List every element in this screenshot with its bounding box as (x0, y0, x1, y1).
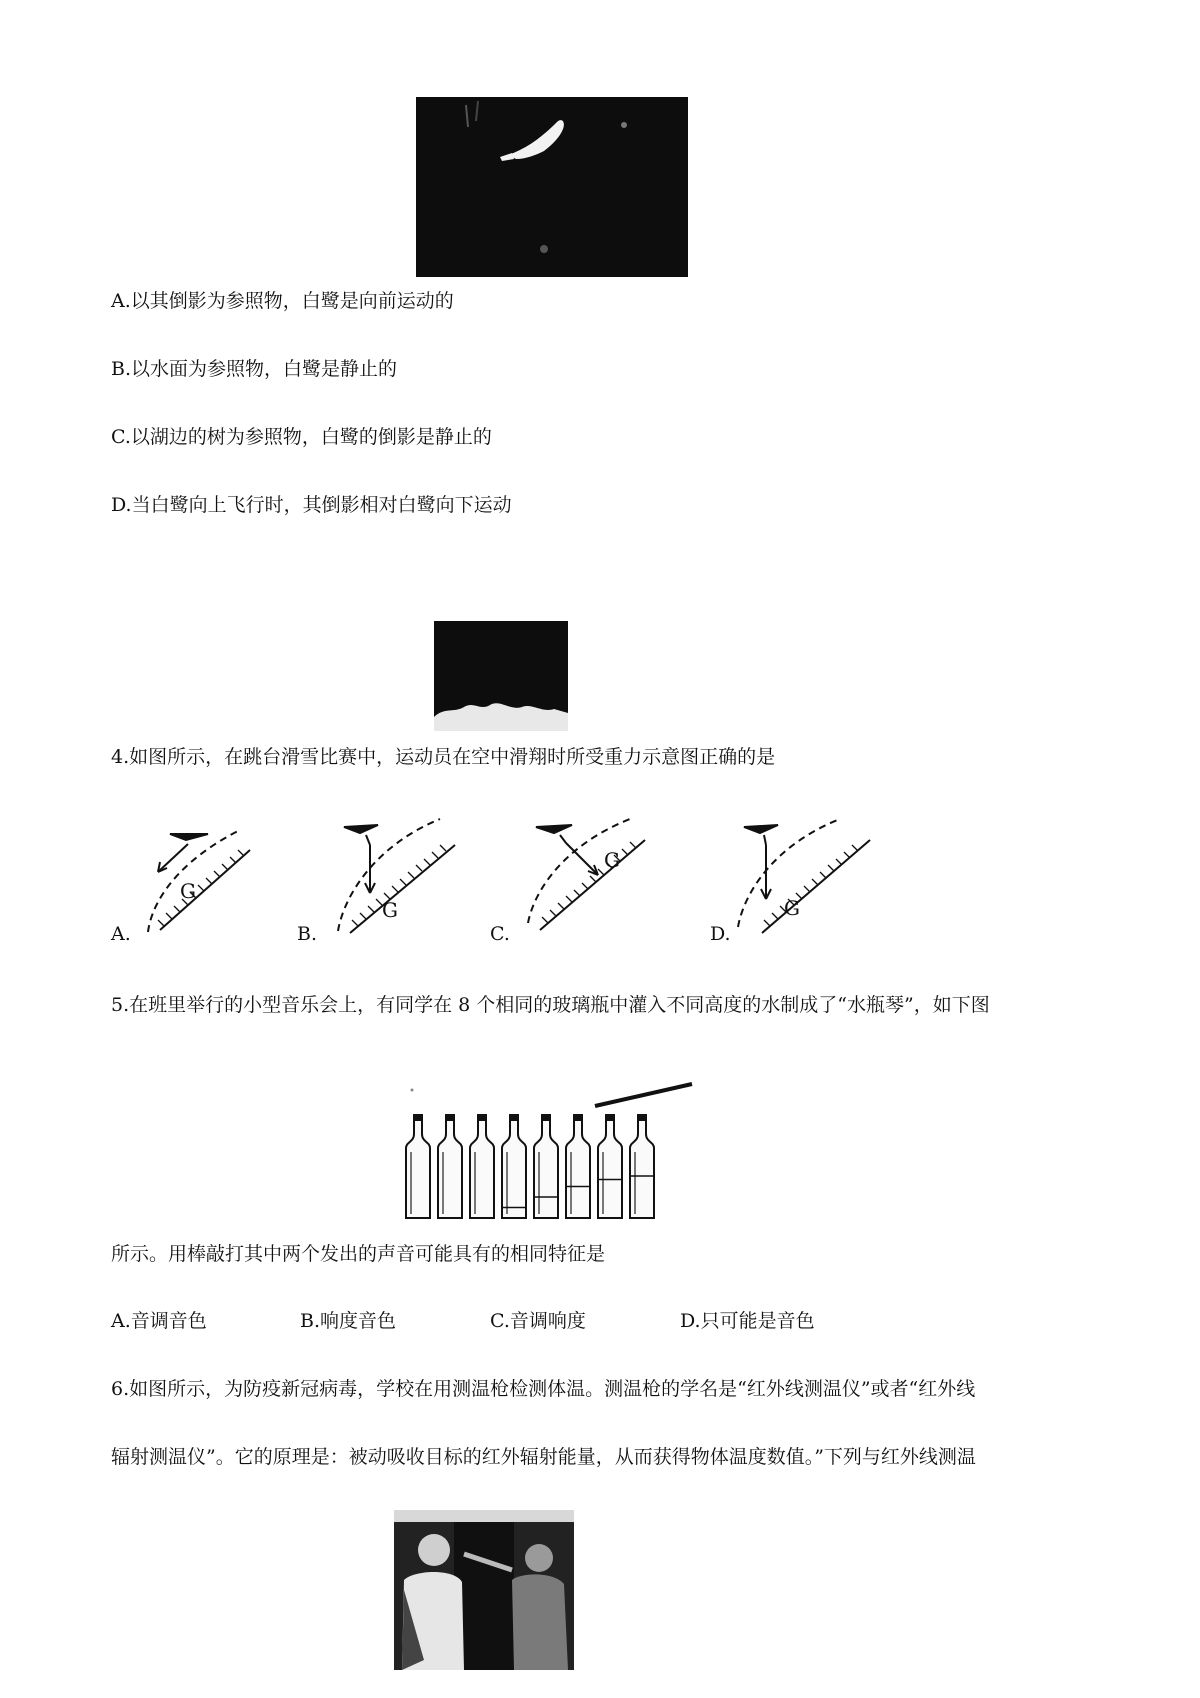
q4-diagram-b (330, 815, 480, 940)
q6-stem-line2: 辐射测温仪”。它的原理是：被动吸收目标的红外辐射能量，从而获得物体温度数值。”下列与红外线测温 (111, 1446, 976, 1468)
q5-stem-line1: 5.在班里举行的小型音乐会上，有同学在 8 个相同的玻璃瓶中灌入不同高度的水制成了“水瓶琴”，如下图 (111, 994, 990, 1016)
force-label-a: G (180, 879, 196, 903)
q4-option-c: C. (490, 923, 510, 945)
q5-option-a: A.音调音色 (111, 1310, 207, 1332)
force-label-b: G (382, 898, 398, 922)
q4-option-a: A. (111, 923, 131, 945)
egret-shape (416, 97, 688, 277)
q3-option-b: B.以水面为参照物，白鹭是静止的 (111, 358, 398, 380)
snow-shape (434, 621, 568, 731)
ski-jump-photo (434, 621, 568, 731)
q5-option-b: B.响度音色 (300, 1310, 397, 1332)
bottle-4 (502, 1114, 526, 1218)
q6-stem-line1: 6.如图所示，为防疫新冠病毒，学校在用测温枪检测体温。测温枪的学名是“红外线测温仪”或者“红外线 (111, 1378, 976, 1400)
bottle-2 (438, 1114, 462, 1218)
q4-option-d: D. (710, 923, 731, 945)
q5-option-d: D.只可能是音色 (680, 1310, 815, 1332)
q3-option-c: C.以湖边的树为参照物，白鹭的倒影是静止的 (111, 426, 492, 448)
q3-option-a: A.以其倒影为参照物，白鹭是向前运动的 (111, 290, 454, 312)
bottle-8 (630, 1114, 654, 1218)
q4-option-b: B. (297, 923, 318, 945)
striking-stick (595, 1084, 692, 1106)
temperature-check-photo (394, 1510, 574, 1670)
q5-stem-line2: 所示。用棒敲打其中两个发出的声音可能具有的相同特征是 (111, 1243, 606, 1265)
bottle-6 (566, 1114, 590, 1218)
water-bottles-figure (400, 1080, 700, 1225)
bottle-3 (470, 1114, 494, 1218)
q4-diagram-a (120, 820, 270, 940)
q5-option-c: C.音调响度 (490, 1310, 586, 1332)
q4-diagram-d (732, 815, 882, 940)
bottle-1 (406, 1114, 430, 1218)
bottle-7 (598, 1114, 622, 1218)
bottle-5 (534, 1114, 558, 1218)
egret-photo (416, 97, 688, 277)
q4-stem: 4.如图所示，在跳台滑雪比赛中，运动员在空中滑翔时所受重力示意图正确的是 (111, 746, 776, 768)
force-label-c: G (604, 848, 620, 872)
photo-scene (394, 1510, 574, 1670)
q4-diagram-c (520, 815, 670, 940)
force-label-d: G (784, 896, 800, 920)
q3-option-d: D.当白鹭向上飞行时，其倒影相对白鹭向下运动 (111, 494, 512, 516)
